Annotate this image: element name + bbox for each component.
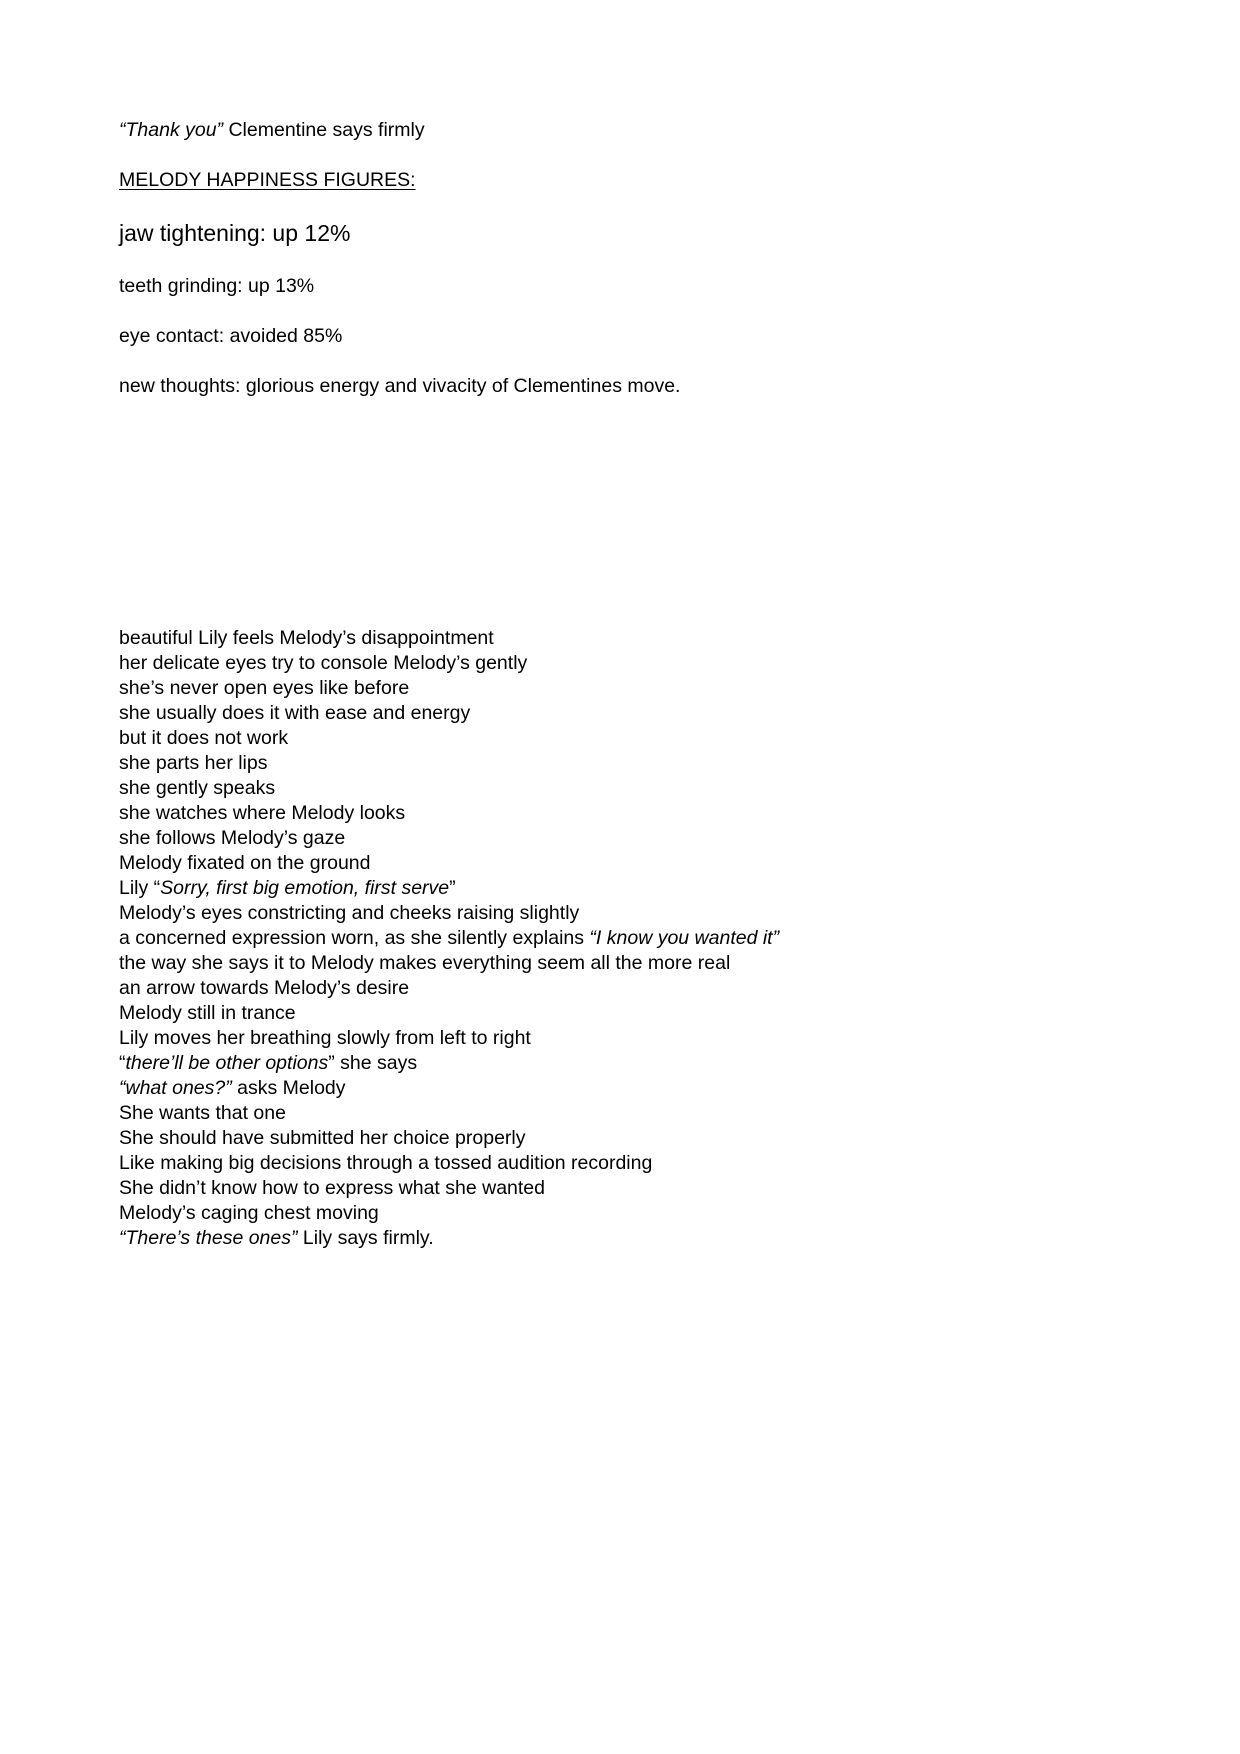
- poem-line: she watches where Melody looks: [119, 802, 406, 824]
- poem-line: Melody’s eyes constricting and cheeks raising slightly: [119, 902, 580, 924]
- poem-line: she’s never open eyes like before: [119, 677, 410, 699]
- section-heading: MELODY HAPPINESS FIGURES:: [119, 169, 416, 191]
- these-ones-post: Lily says firmly.: [297, 1227, 434, 1249]
- what-ones-post: asks Melody: [231, 1077, 346, 1099]
- thank-you-quote: “Thank you”: [119, 119, 224, 141]
- what-ones-quote: “what ones?”: [119, 1077, 232, 1099]
- concerned-quote: “I know you wanted it”: [589, 927, 780, 949]
- poem-line: beautiful Lily feels Melody’s disappointment: [119, 627, 494, 649]
- figure-eye-contact: eye contact: avoided 85%: [119, 325, 343, 347]
- poem-line: She didn’t know how to express what she wanted: [119, 1177, 546, 1199]
- poem-line-sorry: [119, 876, 779, 901]
- poem-line: she gently speaks: [119, 777, 276, 799]
- poem-line: her delicate eyes try to console Melody’s gently: [119, 652, 528, 674]
- figure-jaw: jaw tightening: up 12%: [119, 220, 351, 246]
- figure-new-thoughts: new thoughts: glorious energy and vivacity of Clementines move.: [119, 375, 681, 397]
- thank-you-rest: Clementine says firmly: [223, 119, 425, 141]
- poem-line: Melody still in trance: [119, 1002, 296, 1024]
- concerned-pre: a concerned expression worn, as she silently explains: [119, 927, 590, 949]
- poem-line: an arrow towards Melody’s desire: [119, 977, 410, 999]
- options-quote: there’ll be other options: [125, 1052, 329, 1074]
- poem-line: She should have submitted her choice properly: [119, 1127, 526, 1149]
- options-post: ” she says: [328, 1052, 418, 1074]
- poem-line: Lily moves her breathing slowly from left to right: [119, 1027, 531, 1049]
- options-pre: “: [119, 1052, 126, 1074]
- poem-line: the way she says it to Melody makes everything seem all the more real: [119, 952, 731, 974]
- poem-line-options: [119, 1051, 779, 1076]
- poem-line: Melody’s caging chest moving: [119, 1202, 379, 1224]
- poem-line-these-ones: [119, 1226, 779, 1251]
- poem-line: but it does not work: [119, 727, 289, 749]
- thank-you-line: [119, 118, 425, 143]
- poem-line: she usually does it with ease and energy: [119, 702, 471, 724]
- sorry-pre: Lily “: [119, 877, 161, 899]
- poem-line: Like making big decisions through a tossed audition recording: [119, 1152, 653, 1174]
- poem-line: Melody fixated on the ground: [119, 852, 371, 874]
- poem-body: [119, 626, 779, 1251]
- poem-line-concerned: [119, 926, 779, 951]
- sorry-post: ”: [449, 877, 456, 899]
- poem-line: she follows Melody’s gaze: [119, 827, 346, 849]
- poem-line-what-ones: [119, 1076, 779, 1101]
- poem-line: She wants that one: [119, 1102, 286, 1124]
- poem-line: she parts her lips: [119, 752, 268, 774]
- figure-teeth: teeth grinding: up 13%: [119, 275, 315, 297]
- these-ones-quote: “There’s these ones”: [119, 1227, 298, 1249]
- sorry-quote: Sorry, first big emotion, first serve: [160, 877, 450, 899]
